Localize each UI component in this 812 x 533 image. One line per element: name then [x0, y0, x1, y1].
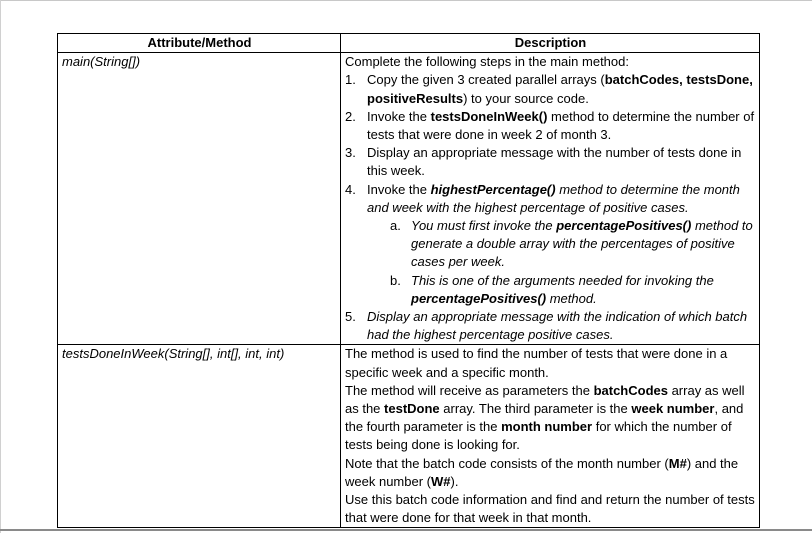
list-item: 1. Copy the given 3 created parallel arrays (batchCodes, testsDone, positiveResults) to your source code. — [345, 72, 753, 106]
main-steps-list — [345, 71, 756, 217]
header-description: Description — [341, 34, 760, 53]
table-row — [58, 345, 760, 528]
list-item: a. You must first invoke the percentagePositives() method to generate a double array with the percentages of positive cases per week. — [390, 218, 753, 270]
list-item: 2. Invoke the testsDoneInWeek() method to determine the number of tests that were done in week 2 of month 3. — [345, 108, 755, 143]
list-item: 3. Display an appropriate message with the number of tests done in this week. — [345, 145, 742, 179]
list-item: 4. Invoke the highestPercentage() method to determine the month and week with the highest percentage of positive cases. — [345, 181, 740, 215]
main-steps-list-cont — [345, 308, 756, 344]
page-left-border — [0, 0, 1, 533]
main-intro: Complete the following steps in the main method: — [345, 54, 629, 70]
table-row — [58, 53, 760, 345]
page-top-border — [0, 0, 812, 1]
page-bottom-border — [0, 529, 812, 531]
description-main — [341, 53, 760, 345]
method-signature-testsdoneinweek: testsDoneInWeek(String[], int[], int, int) — [58, 345, 341, 528]
testsdoneinweek-paragraph-1: The method is used to find the number of tests that were done in a specific week and a specific month. — [345, 346, 728, 380]
method-signature-main: main(String[]) — [58, 53, 341, 345]
list-item: b. This is one of the arguments needed for invoking the percentagePositives() method. — [390, 272, 714, 306]
table-header-row — [58, 34, 760, 53]
description-testsdoneinweek — [341, 345, 760, 528]
list-item: 5. Display an appropriate message with the indication of which batch had the highest percentage positive cases. — [345, 309, 748, 343]
method-description-table — [57, 33, 760, 528]
testsdoneinweek-paragraph-3: Note that the batch code consists of the month number (M#) and the week number (W#). — [345, 455, 739, 489]
testsdoneinweek-paragraph-2: The method will receive as parameters the batchCodes array as well as the testDone array. The third parameter is the week number, and the fourth parameter is the month number for which the number of tests being done is looking for. — [345, 382, 745, 453]
testsdoneinweek-paragraph-4: Use this batch code information and find and return the number of tests that were done for that week in that month. — [345, 492, 755, 526]
main-substeps-list — [345, 217, 756, 308]
header-attribute-method: Attribute/Method — [58, 34, 341, 53]
